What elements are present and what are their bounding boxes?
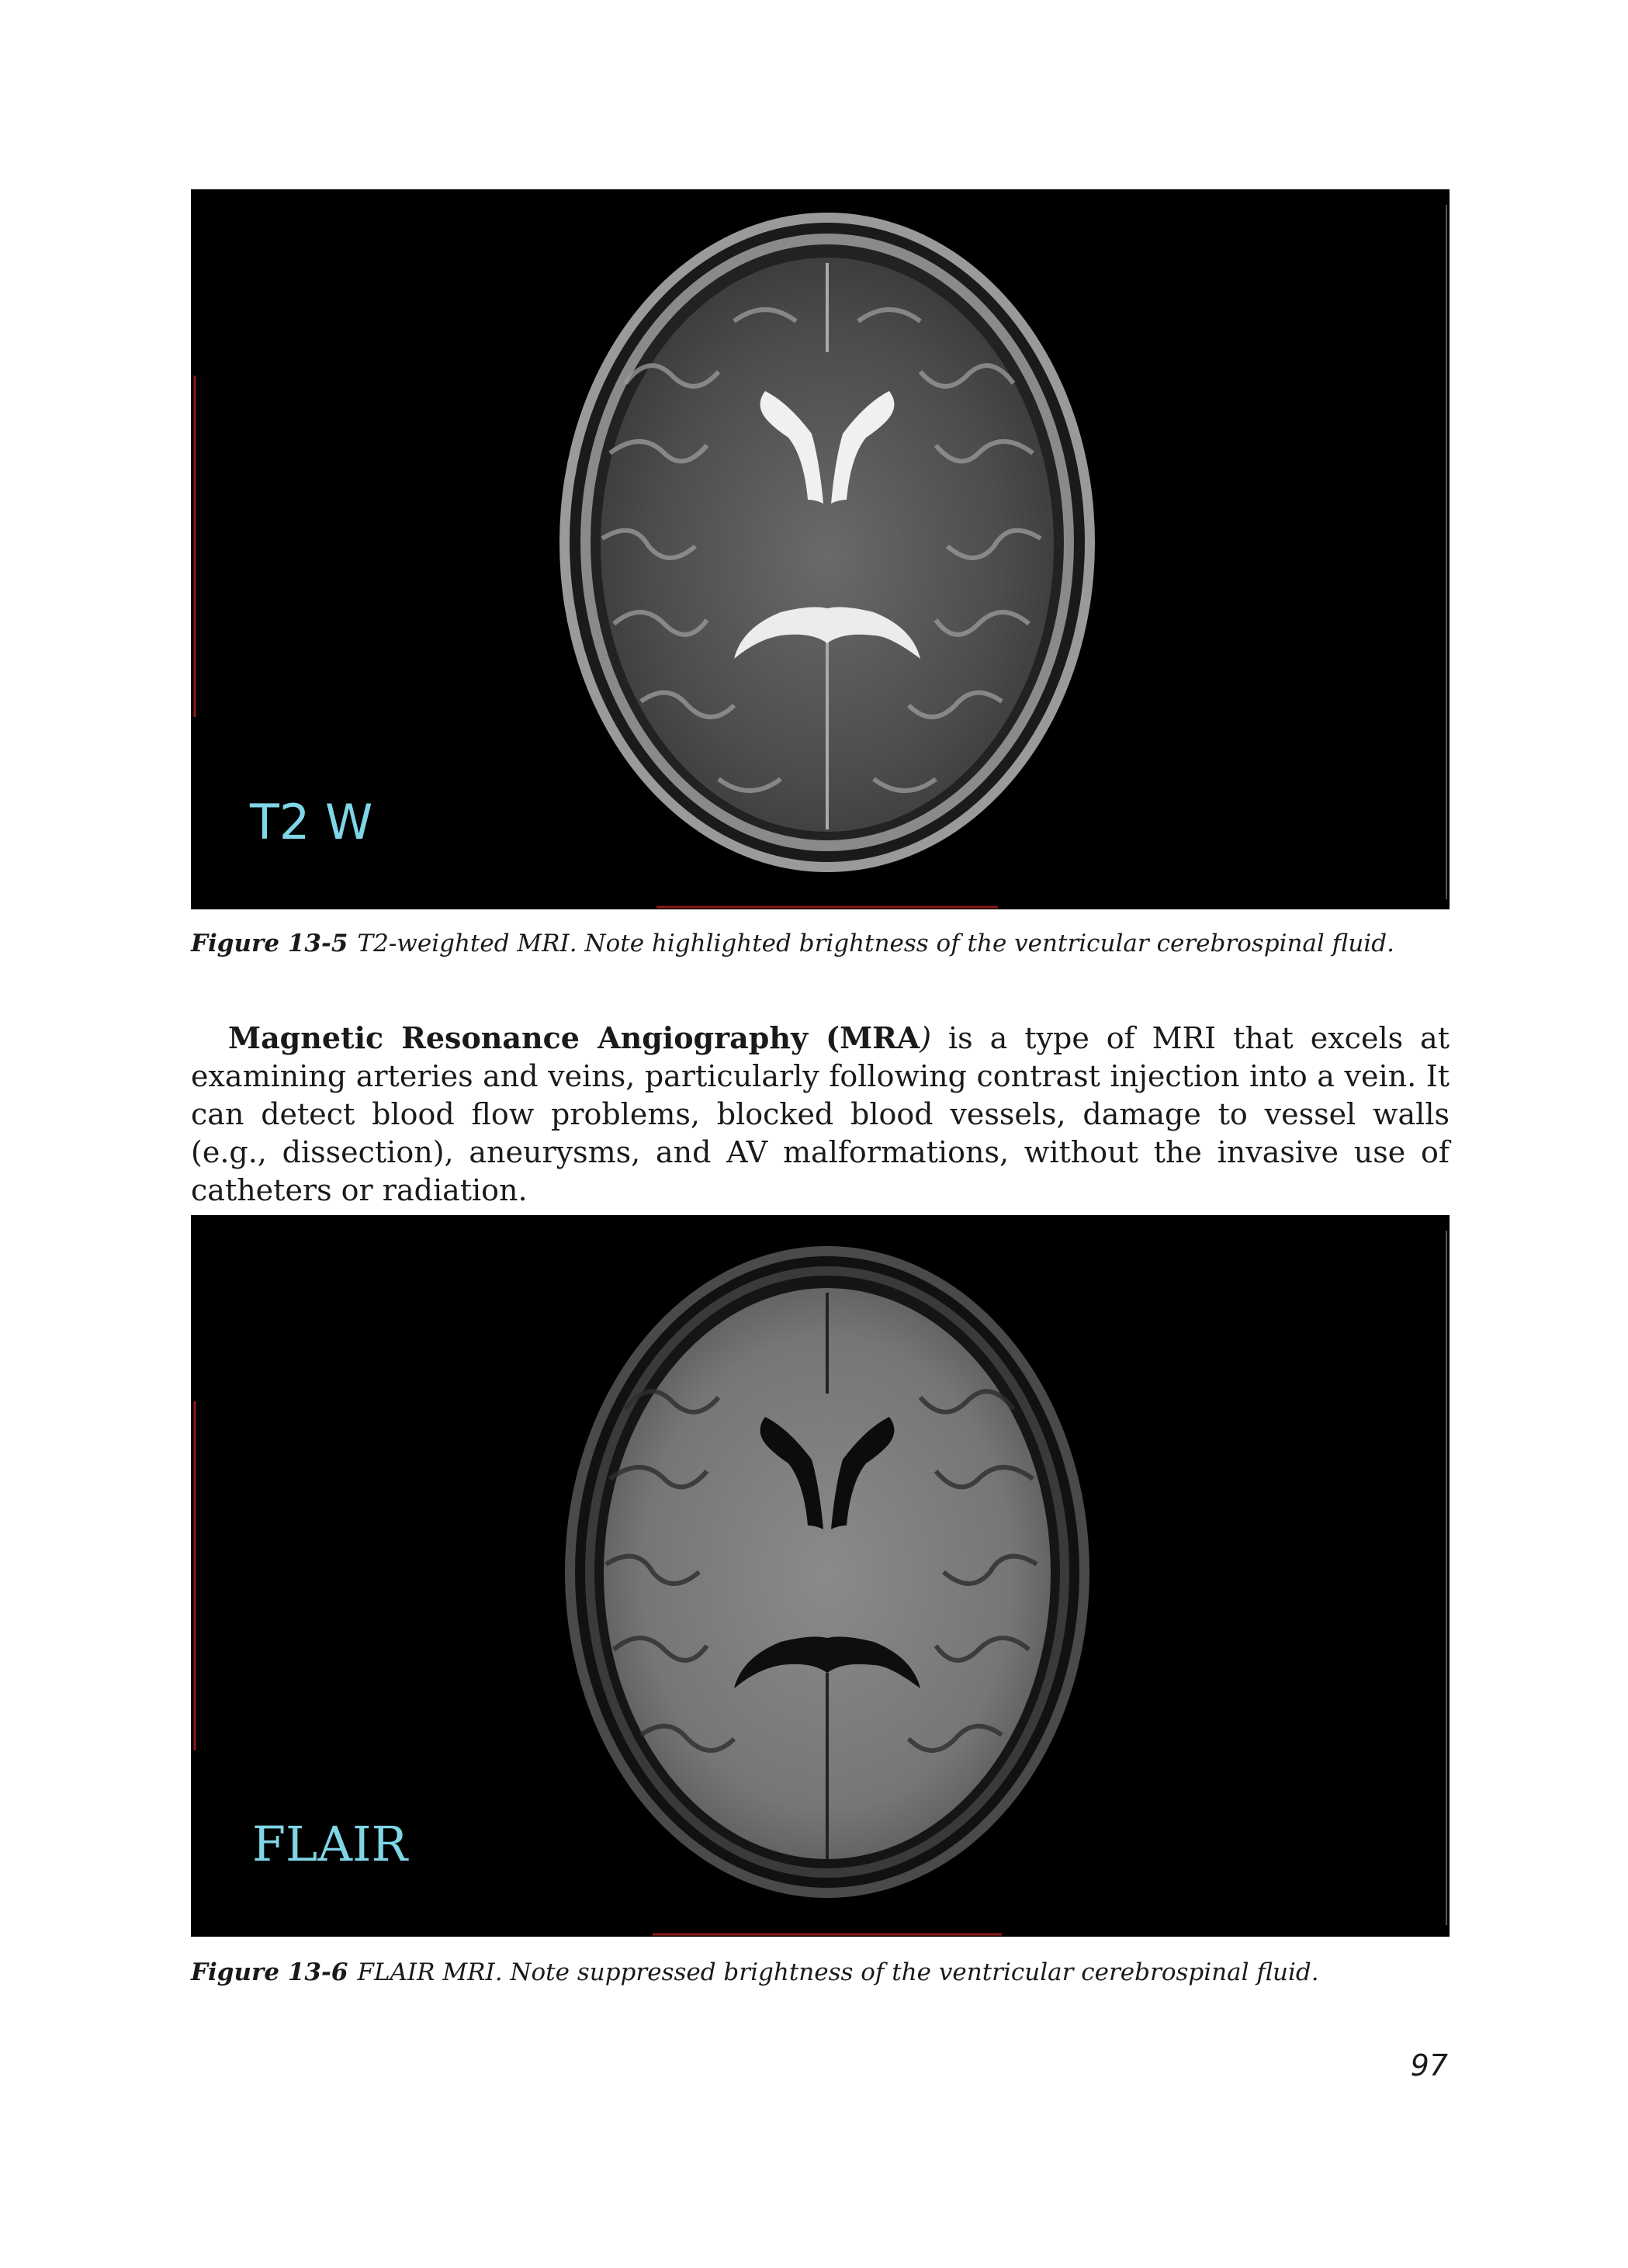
figure-13-6-image — [191, 1215, 1450, 1937]
caption-number: Figure 13-5 — [191, 930, 348, 957]
mra-term-close: ) — [920, 1021, 932, 1055]
t2w-label: T2 W — [250, 794, 373, 850]
figure-13-5-image — [191, 189, 1450, 909]
t2-mri-brain-image — [191, 189, 1450, 909]
caption-number: Figure 13-6 — [191, 1958, 348, 1986]
page-number: 97 — [1410, 2048, 1448, 2083]
caption-text: FLAIR MRI. Note suppressed brightness of the ventricular cerebrospinal fluid. — [357, 1958, 1319, 1986]
flair-label: FLAIR — [252, 1816, 408, 1872]
mra-term: Magnetic Resonance Angiography (MRA — [228, 1020, 920, 1055]
mra-text: is a type of MRI that excels at examining arteries and veins, particularly following contrast injection into a vein. It can detect blood flow problems, blocked blood vessels, damage to vessel walls (e.g., dissection), aneurysms, and AV malformations, without the invasive use of catheters or radiation. — [191, 1021, 1450, 1207]
figure-13-6-caption — [191, 1958, 1319, 1987]
mra-paragraph — [191, 1019, 1450, 1210]
caption-text: T2-weighted MRI. Note highlighted brightness of the ventricular cerebrospinal fluid. — [357, 930, 1394, 957]
figure-13-5-caption — [191, 930, 1394, 958]
